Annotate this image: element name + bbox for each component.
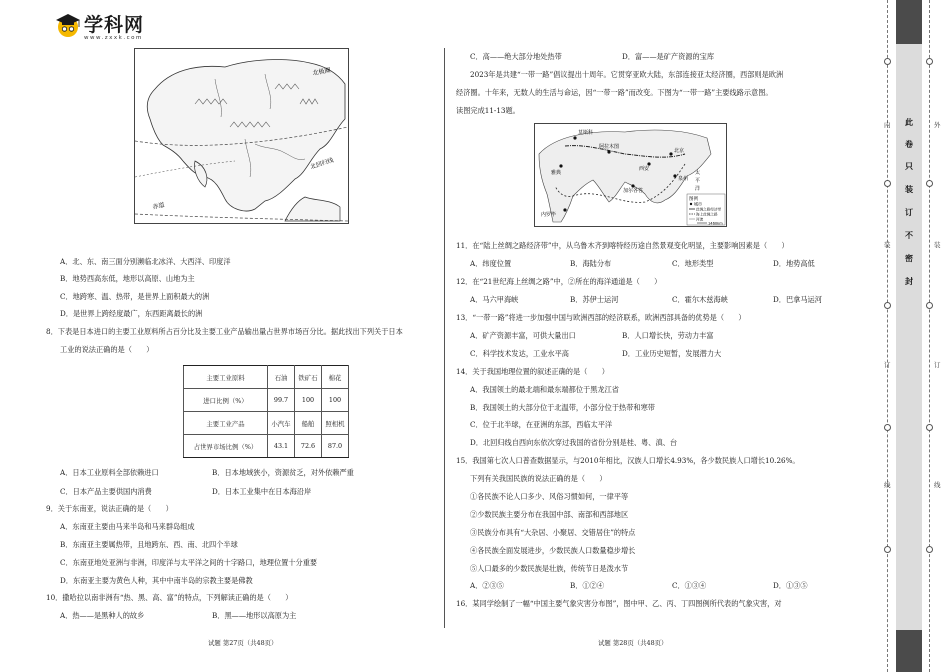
seal-char: 密 <box>905 254 913 263</box>
seal-char: 此 <box>905 118 913 127</box>
legend-item: 海上丝绸之路 <box>696 212 718 217</box>
q8-stem-line2: 工业的说法正确的是（ ） <box>60 345 154 354</box>
q8-option-c: C．日本产品主要供国内消费 <box>60 487 152 496</box>
map2-label: 洋 <box>695 186 701 192</box>
map2-label: 泉州 <box>678 176 689 182</box>
q14-option-a: A．我国领土的最北端和最东端都位于黑龙江省 <box>470 385 619 394</box>
outer-label: 线 <box>934 481 941 489</box>
q12-stem: 12．在“21世纪海上丝绸之路”中，②所在的海洋通道是（ ） <box>456 277 662 286</box>
q15-stem-line1: 15．我国第七次人口普查数据显示，与2010年相比，汉族人口增长4.93%，各少数民族人口增长10.26%。 <box>456 456 800 465</box>
binding-hole <box>926 302 933 309</box>
map2-label: 北京 <box>674 148 685 154</box>
q10-option-c: C．高——绝大部分地处热带 <box>470 52 562 61</box>
q12-option-d: D．巴拿马运河 <box>773 295 822 304</box>
q10-stem: 10．撒哈拉以南非洲有“热、黑、高、富”的特点，下列解读正确的是（ ） <box>46 593 293 602</box>
binding-line-outer <box>929 0 930 672</box>
seal-char: 只 <box>905 162 913 171</box>
map2-label: 莫斯科 <box>578 130 594 136</box>
q15-item: ②少数民族主要分布在我国中部、南部和西部地区 <box>470 510 629 519</box>
inner-label: 装 <box>884 241 891 249</box>
table-cell: 主要工业原料 <box>184 366 268 389</box>
q14-option-b: B．我国领土的大部分位于北温带，小部分位于热带和寒带 <box>470 403 655 412</box>
q15-option-d: D．①③⑤ <box>773 581 808 590</box>
right-page-footer: 试题 第28页（共48页） <box>598 639 668 647</box>
q9-stem: 9．关于东南亚，说法正确的是（ ） <box>46 504 173 513</box>
q11-option-b: B．海陆分布 <box>570 259 612 268</box>
asia-map <box>134 48 349 224</box>
table-cell: 小汽车 <box>268 412 295 435</box>
outer-label: 外 <box>934 121 941 129</box>
outer-label: 订 <box>934 361 941 369</box>
table-cell: 主要工业产品 <box>184 412 268 435</box>
binding-hole <box>884 302 891 309</box>
q15-stem-line2: 下列有关我国民族的说法正确的是（ ） <box>470 474 607 483</box>
q11-stem: 11．在“陆上丝绸之路经济带”中，从乌鲁木齐到喀特经历途自然景观变化明显，主要影响因素是（ ） <box>456 241 789 250</box>
map1-label: 赤道 <box>151 201 166 211</box>
table-cell: 87.0 <box>322 435 349 458</box>
left-page-footer: 试题 第27页（共48页） <box>208 639 278 647</box>
japan-industry-table <box>183 365 349 458</box>
seal-strip <box>896 0 922 672</box>
q7-option-b: B．地势西高东低，地形以高原、山地为主 <box>60 274 195 283</box>
q7-option-d: D．是世界上跨经度最广，东西距离最长的洲 <box>60 309 203 318</box>
intro-line3: 读图完成11-13题。 <box>456 106 520 115</box>
table-cell: 100 <box>295 389 322 412</box>
binding-hole <box>884 180 891 187</box>
logo-url: www.zxxk.com <box>84 35 143 41</box>
q12-option-a: A．马六甲海峡 <box>470 295 519 304</box>
map2-label: 内罗毕 <box>541 212 557 218</box>
q15-option-a: A．②③⑤ <box>470 581 504 590</box>
legend-title: 图例 <box>689 197 698 202</box>
q16-stem: 16．某同学绘制了一幅“中国主要气象灾害分布图”，图中甲、乙、丙、丁四图例所代表的气象灾害，对 <box>456 599 782 608</box>
map2-label: 加尔各答 <box>623 188 644 194</box>
q13-option-c: C．科学技术发达，工业水平高 <box>470 349 569 358</box>
table-cell: 船舶 <box>295 412 322 435</box>
seal-char: 封 <box>905 277 913 286</box>
table-cell: 99.7 <box>268 389 295 412</box>
inner-label: 线 <box>884 481 891 489</box>
q8-option-a: A．日本工业原料全部依赖进口 <box>60 468 159 477</box>
q15-item: ③民族分布具有“大杂居、小聚居、交错居住”的特点 <box>470 528 636 537</box>
q9-option-a: A．东南亚主要由马来半岛和马来群岛组成 <box>60 522 195 531</box>
graduation-cap-icon <box>55 12 81 38</box>
q13-option-b: B．人口增长快，劳动力丰富 <box>622 331 714 340</box>
seal-char: 订 <box>905 208 913 217</box>
q8-stem-line1: 8．下表是日本进口的主要工业原料所占百分比及主要工业产品输出量占世界市场百分比。据此找出下列关于日本 <box>46 327 403 336</box>
q7-option-c: C．地跨寒、温、热带，是世界上面积最大的洲 <box>60 292 210 301</box>
q15-item: ⑤人口最多的少数民族是壮族，传统节日是泼水节 <box>470 564 629 573</box>
table-cell: 棉花 <box>322 366 349 389</box>
seal-char: 不 <box>905 231 913 240</box>
binding-hole <box>884 58 891 65</box>
q9-option-c: C．东南亚地处亚洲与非洲，印度洋与太平洋之间的十字路口，地理位置十分重要 <box>60 558 318 567</box>
binding-hole <box>926 180 933 187</box>
map2-label: 太 <box>695 170 701 176</box>
q10-option-a: A．热——是黑种人的故乡 <box>60 611 145 620</box>
table-cell: 占世界市场比例（%） <box>184 435 268 458</box>
table-cell: 100 <box>322 389 349 412</box>
q10-option-b: B．黑——地形以高原为主 <box>212 611 297 620</box>
q11-option-c: C．地形类型 <box>672 259 714 268</box>
q11-option-d: D．地势高低 <box>773 259 815 268</box>
table-cell: 照相机 <box>322 412 349 435</box>
map2-label: 西安 <box>639 166 650 172</box>
table-row <box>184 366 349 389</box>
binding-line-inner <box>887 0 888 672</box>
map2-label: 阿拉木图 <box>599 144 620 150</box>
q13-option-a: A．矿产资源丰富，可供大量出口 <box>470 331 576 340</box>
seal-strip-top <box>896 0 922 44</box>
seal-char: 卷 <box>905 140 913 149</box>
q15-option-c: C．①③④ <box>672 581 707 590</box>
q12-option-b: B．苏伊士运河 <box>570 295 619 304</box>
q7-option-a: A．北、东、南三面分别濒临北冰洋、大西洋、印度洋 <box>60 257 231 266</box>
map2-label: 雅典 <box>551 170 562 176</box>
map1-label: 北回归线 <box>309 156 335 171</box>
seal-strip-bottom <box>896 630 922 672</box>
logo-title: 学科网 <box>84 14 145 36</box>
intro-line2: 经济圈。十年来，无数人的生活与命运，因“一带一路”而改变。下图为“一带一路”主要线路示意图。 <box>456 88 773 97</box>
binding-hole <box>926 424 933 431</box>
outer-label: 装 <box>934 241 941 249</box>
table-cell: 72.6 <box>295 435 322 458</box>
legend-item: 河流 <box>696 217 704 222</box>
legend-item: 城市 <box>694 201 702 207</box>
q8-option-b: B．日本地域狭小，资源贫乏，对外依赖严重 <box>212 468 354 477</box>
q14-option-d: D．北回归线自西向东依次穿过我国的省份分别是桂、粤、滇、台 <box>470 438 678 447</box>
scale-label: 1460km <box>708 221 723 226</box>
inner-label: 订 <box>884 361 891 369</box>
binding-hole <box>884 546 891 553</box>
table-cell: 石油 <box>268 366 295 389</box>
site-logo <box>55 8 165 46</box>
table-row <box>184 435 349 458</box>
q11-option-a: A．纬度位置 <box>470 259 512 268</box>
q9-option-d: D．东南亚主要为黄色人种，其中中南半岛的宗教主要是佛教 <box>60 576 253 585</box>
table-cell: 进口比例（%） <box>184 389 268 412</box>
inner-label: 内 <box>884 121 891 129</box>
q9-option-b: B．东南亚主要属热带，且地跨东、西、南、北四个半球 <box>60 540 238 549</box>
q14-option-c: C．位于北半球，在亚洲的东部，西临太平洋 <box>470 420 613 429</box>
intro-line1: 2023年是共建“一带一路”倡议提出十周年。它贯穿亚欧大陆，东部连接亚太经济圈，西部则是欧洲 <box>470 70 784 79</box>
binding-hole <box>926 546 933 553</box>
map2-label: 平 <box>695 178 701 184</box>
seal-char: 装 <box>905 185 913 194</box>
q14-stem: 14．关于我国地理位置的叙述正确的是（ ） <box>456 367 609 376</box>
table-cell: 43.1 <box>268 435 295 458</box>
q8-option-d: D．日本工业集中在日本海沿岸 <box>212 487 312 496</box>
legend-item: 丝绸之路经济带 <box>696 207 722 212</box>
map1-label: 北极圈 <box>312 66 332 77</box>
table-row <box>184 412 349 435</box>
q13-stem: 13．“一带一路”将进一步加强中国与欧洲西部的经济联系，欧洲西部具备的优势是（ ） <box>456 313 746 322</box>
q15-item: ④各民族全面发展进步，少数民族人口数量稳步增长 <box>470 546 636 555</box>
table-row <box>184 389 349 412</box>
q15-option-b: B．①②④ <box>570 581 605 590</box>
binding-hole <box>926 58 933 65</box>
q12-option-c: C．霍尔木兹海峡 <box>672 295 728 304</box>
q10-option-d: D．富——是矿产资源的宝库 <box>622 52 715 61</box>
binding-hole <box>884 424 891 431</box>
q13-option-d: D．工业历史短暂，发展潜力大 <box>622 349 722 358</box>
column-divider <box>444 48 445 628</box>
q15-item: ①各民族不论人口多少、风俗习惯如何，一律平等 <box>470 492 629 501</box>
table-cell: 铁矿石 <box>295 366 322 389</box>
belt-road-map <box>534 123 727 227</box>
